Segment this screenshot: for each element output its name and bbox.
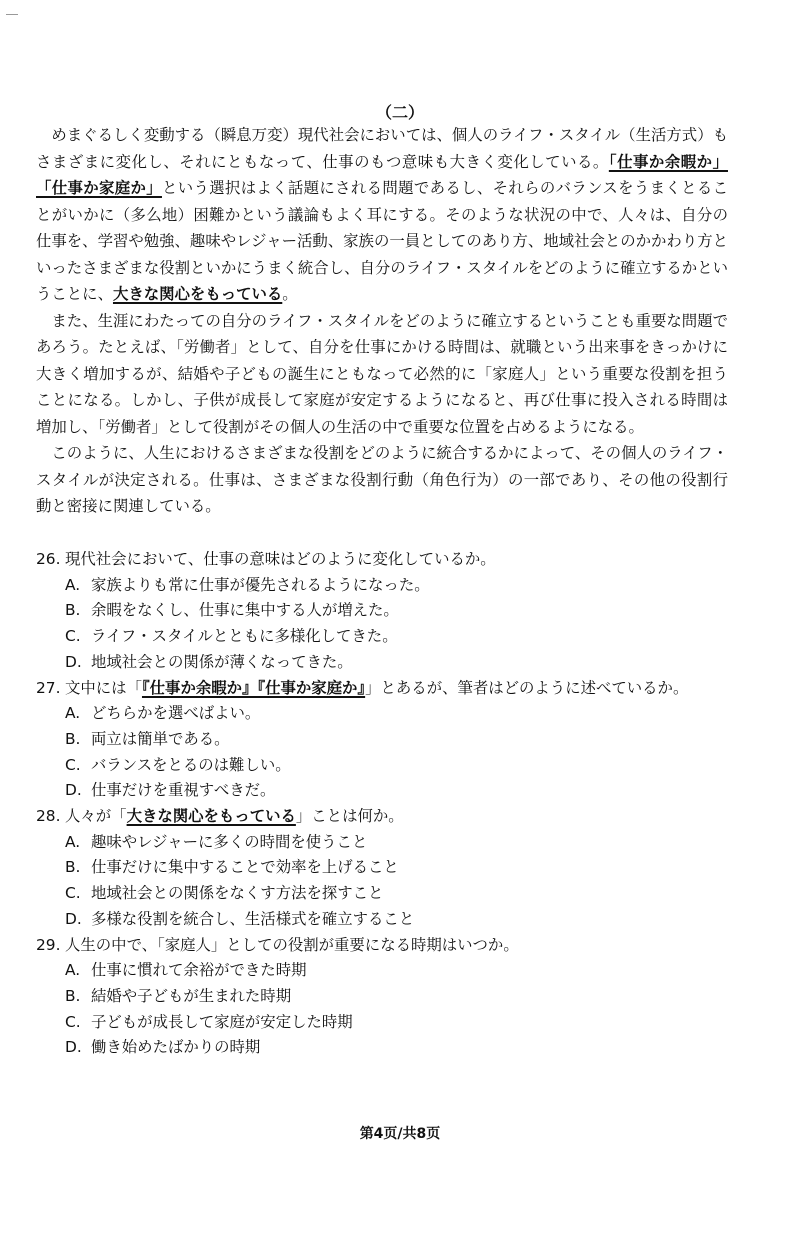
passage-paragraph-3: このように、人生におけるさまざまな役割をどのように統合するかによって、その個人のライフ・スタイルが決定される。仕事は、さまざまな役割行動（角色行为）の一部であり、その他の役割行動と密接に関連している。 xyxy=(36,444,728,515)
option-letter: A. xyxy=(65,832,81,851)
answer-option xyxy=(65,753,736,779)
option-letter: A. xyxy=(65,575,81,594)
option-text: ライフ・スタイルとともに多様化してきた。 xyxy=(91,627,398,646)
option-text: 働き始めたばかりの時期 xyxy=(91,1038,261,1057)
option-text: 地域社会との関係が薄くなってきた。 xyxy=(91,652,353,671)
answer-option xyxy=(65,727,736,753)
option-text: 家族よりも常に仕事が優先されるようになった。 xyxy=(91,575,430,594)
answer-option xyxy=(65,830,736,856)
option-text: 趣味やレジャーに多くの時間を使うこと xyxy=(91,832,368,851)
question-number: 28. xyxy=(36,807,61,826)
passage-text: めまぐるしく変動する（瞬息万変）現代社会においては、個人のライフ・スタイル（生活方式）もさまざまに変化し、それにともなって、仕事のもつ意味も大きく変化している。 xyxy=(36,126,728,171)
question-text xyxy=(65,676,736,702)
option-list xyxy=(36,830,736,933)
answer-option xyxy=(65,984,736,1010)
question-text xyxy=(65,804,736,830)
question-text-part: 」ことは何か。 xyxy=(295,807,404,826)
question-stem xyxy=(36,676,736,702)
question-number: 27. xyxy=(36,678,61,697)
answer-option xyxy=(65,598,736,624)
option-list xyxy=(36,573,736,676)
question-number: 29. xyxy=(36,935,61,954)
answer-option xyxy=(65,881,736,907)
underlined-phrase-1: 「仕事か余暇か」「仕事か家庭か」 xyxy=(36,152,728,197)
option-letter: D. xyxy=(65,652,82,671)
question-stem xyxy=(36,804,736,830)
answer-option xyxy=(65,907,736,933)
option-letter: C. xyxy=(65,755,81,774)
option-letter: D. xyxy=(65,781,82,800)
question-text xyxy=(65,933,736,959)
option-text: 地域社会との関係をなくす方法を探すこと xyxy=(91,884,384,903)
question-27 xyxy=(36,676,736,805)
option-text: 仕事に慣れて余裕ができた時期 xyxy=(91,961,307,980)
scan-mark xyxy=(6,14,18,15)
option-letter: A. xyxy=(65,961,81,980)
answer-option xyxy=(65,778,736,804)
question-text xyxy=(65,547,736,573)
answer-option xyxy=(65,1010,736,1036)
answer-option xyxy=(65,573,736,599)
option-letter: B. xyxy=(65,858,81,877)
question-text-part: 文中には「 xyxy=(65,678,142,697)
option-letter: A. xyxy=(65,704,81,723)
option-letter: D. xyxy=(65,1038,82,1057)
reading-passage xyxy=(36,122,728,520)
option-text: 仕事だけを重視すべきだ。 xyxy=(91,781,276,800)
answer-option xyxy=(65,650,736,676)
underlined-phrase-2: 大きな関心をもっている xyxy=(112,285,283,303)
option-text: 多様な役割を統合し、生活様式を確立すること xyxy=(91,909,415,928)
question-text-part: 現代社会において、仕事の意味はどのように変化しているか。 xyxy=(65,550,496,568)
passage-text: 。 xyxy=(282,285,298,303)
option-letter: D. xyxy=(65,909,82,928)
answer-option xyxy=(65,701,736,727)
answer-option xyxy=(65,624,736,650)
passage-paragraph-1 xyxy=(36,122,728,308)
option-text: バランスをとるのは難しい。 xyxy=(91,755,291,774)
question-text-part: 人々が「 xyxy=(65,807,127,826)
answer-option xyxy=(65,855,736,881)
question-stem xyxy=(36,547,736,573)
question-list xyxy=(36,547,736,1061)
option-letter: C. xyxy=(65,884,81,903)
question-text-part: 人生の中で、「家庭人」としての役割が重要になる時期はいつか。 xyxy=(65,935,519,954)
option-text: 仕事だけに集中することで効率を上げること xyxy=(91,858,399,877)
option-text: 結婚や子どもが生まれた時期 xyxy=(91,986,292,1005)
question-quoted-phrase: 大きな関心をもっている xyxy=(126,807,296,826)
question-stem xyxy=(36,933,736,959)
question-text-part: 」とあるが、筆者はどのように述べているか。 xyxy=(365,678,689,697)
answer-option xyxy=(65,1035,736,1061)
question-number: 26. xyxy=(36,550,61,568)
option-letter: C. xyxy=(65,627,81,646)
option-letter: C. xyxy=(65,1012,81,1031)
passage-paragraph-2: また、生涯にわたっての自分のライフ・スタイルをどのように確立するということも重要な問題であろう。たとえば、「労働者」として、自分を仕事にかける時間は、就職という出来事をきっかけに大きく増加するが、結婚や子どもの誕生にともなって必然的に「家庭人」という重要な役割を担うことになる。しかし、子供が成長して家庭が安定するようになると、再び仕事に投入される時間は増加し、「労働者」として役割がその個人の生活の中で重要な位置を占めるようになる。 xyxy=(36,311,728,436)
question-28 xyxy=(36,804,736,933)
option-list xyxy=(36,701,736,804)
option-letter: B. xyxy=(65,729,81,748)
option-list xyxy=(36,958,736,1061)
question-29 xyxy=(36,933,736,1062)
passage-text: という選択はよく話題にされる問題であるし、それらのバランスをうまくとることがいかに（多么地）困難かという議論もよく耳にする。そのような状況の中で、人々は、自分の仕事を、学習や勉強、趣味やレジャー活動、家族の一員としてのあり方、地域社会とのかかわり方といったさまざまな役割といかにうまく統合し、自分のライフ・スタイルをどのように確立するかということに、 xyxy=(36,179,728,303)
option-text: 両立は簡単である。 xyxy=(91,729,230,748)
question-quoted-phrase: 『仕事か余暇か』『仕事か家庭か』 xyxy=(141,678,366,697)
option-text: 余暇をなくし、仕事に集中する人が増えた。 xyxy=(91,601,399,620)
answer-option xyxy=(65,958,736,984)
option-letter: B. xyxy=(65,601,81,620)
option-text: どちらかを選べばよい。 xyxy=(91,704,261,723)
section-title: （二） xyxy=(375,103,424,122)
question-26 xyxy=(36,547,736,676)
option-text: 子どもが成長して家庭が安定した時期 xyxy=(91,1012,353,1031)
option-letter: B. xyxy=(65,986,81,1005)
page-number: 第4页/共8页 xyxy=(359,1126,441,1142)
